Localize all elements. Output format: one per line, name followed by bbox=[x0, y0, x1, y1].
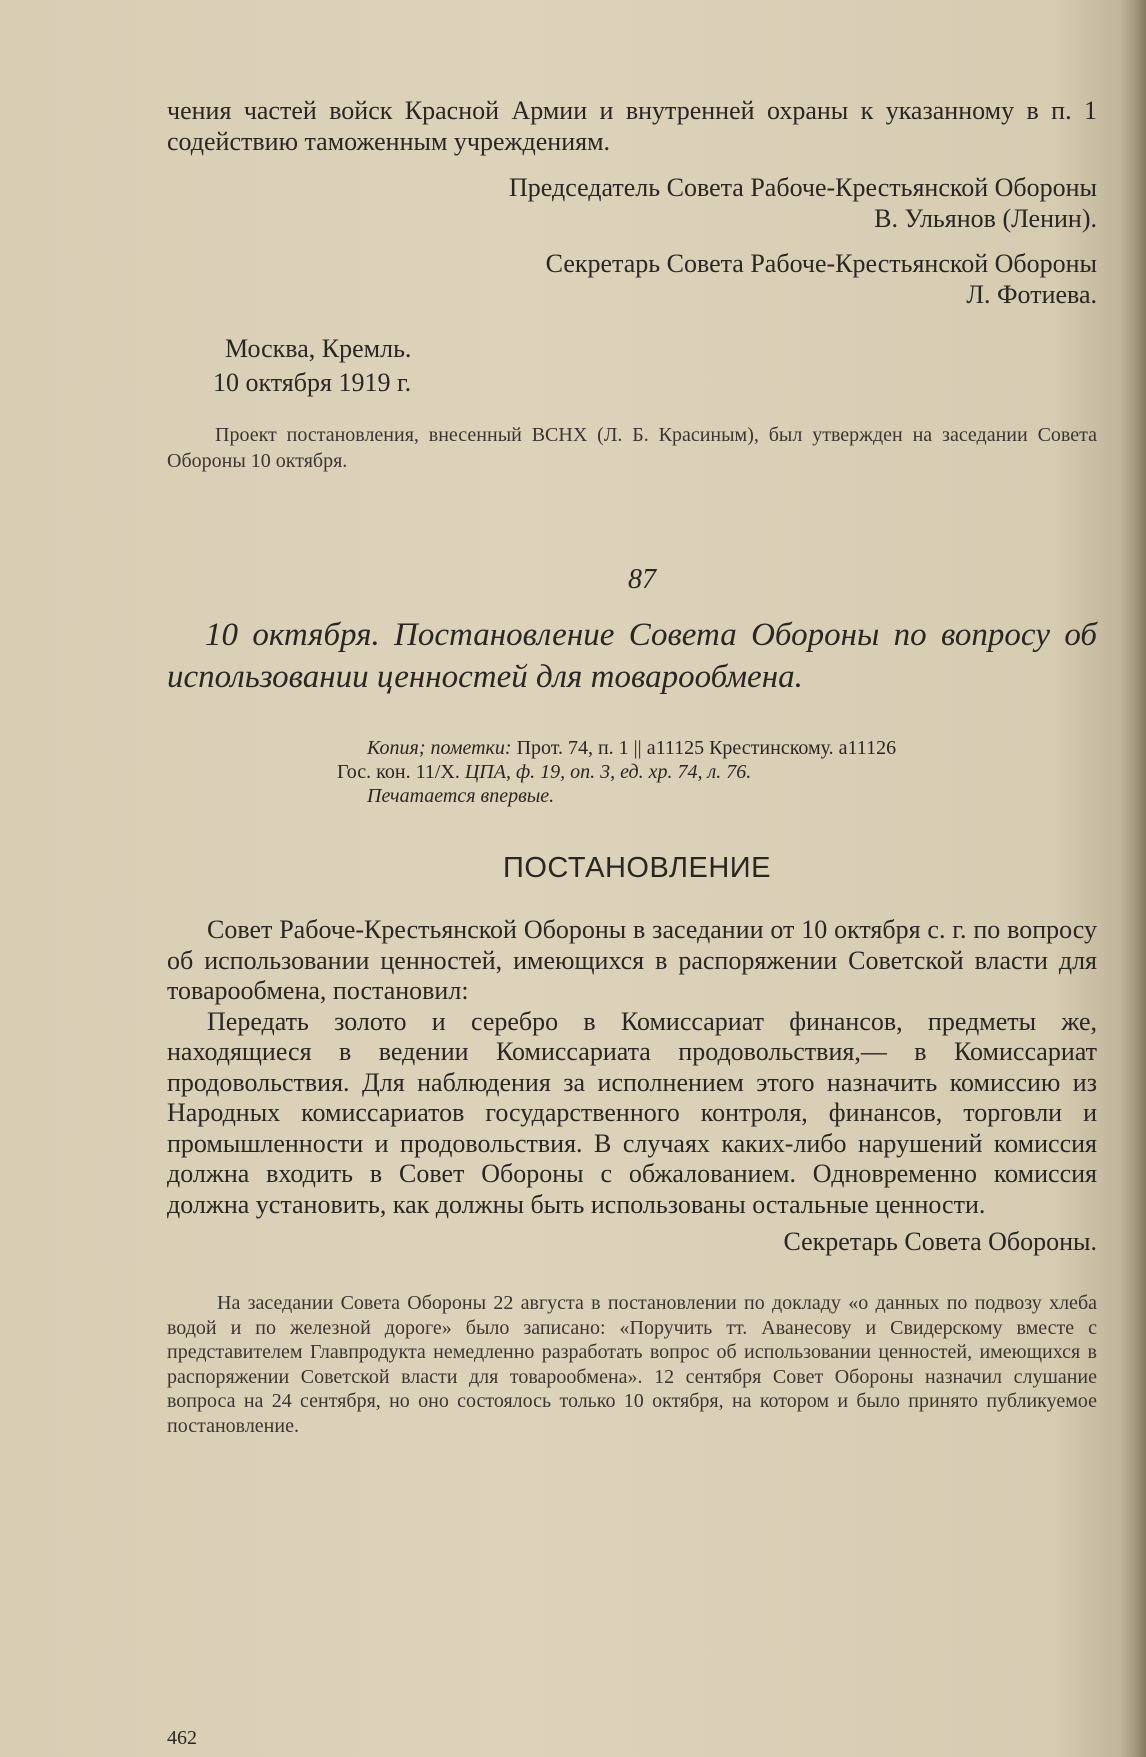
footnote: На заседании Совета Обороны 22 августа в постановлении по докладу «о данных по подвозу хлеба водой и по железной дороге» было записано: «Поручить тт. Аванесову и Свидерскому вместе с представителем Главпродукта немедленно разработать вопрос об использовании ценностей, имеющихся в распоряжении Советской власти для товарообмена». 12 сентября Совет Обороны назначил слушание вопроса на 24 сентября, но оно состоялось только 10 октября, на котором и было принято публикуемое постановление. bbox=[167, 1292, 1097, 1437]
source-reference bbox=[167, 736, 1097, 808]
continuation-paragraph: чения частей войск Красной Армии и внутренней охраны к указанному в п. 1 содействию таможенным учреждениям. bbox=[167, 96, 1097, 156]
document-number: 87 bbox=[628, 564, 656, 595]
chairman-name: В. Ульянов (Ленин). bbox=[874, 204, 1097, 233]
date: 10 октября 1919 г. bbox=[213, 368, 412, 397]
source-line-3: Печатается впервые. bbox=[367, 785, 555, 807]
source-line-2b: ЦПА, ф. 19, оп. 3, ед. хр. 74, л. 76. bbox=[464, 761, 752, 783]
page-number: 462 bbox=[167, 1727, 197, 1749]
source-label: Копия; пометки: bbox=[367, 737, 512, 759]
document-title: 10 октября. Постановление Совета Обороны по вопросу об использовании ценностей для товарообмена. bbox=[167, 617, 1097, 695]
chairman-title: Председатель Совета Рабоче-Крестьянской Обороны bbox=[509, 173, 1097, 202]
editorial-note: Проект постановления, внесенный ВСНХ (Л. Б. Красиным), был утвержден на заседании Совета Обороны 10 октября. bbox=[167, 424, 1097, 472]
resolution-paragraph-2: Передать золото и серебро в Комиссариат финансов, предметы же, находящиеся в ведении Комиссариата продовольствия,— в Комиссариат продовольствия. Для наблюдения за исполнением этого назначить комиссию из Народных комиссариатов государственного контроля, финансов, торговли и промышленности и продовольствия. В случаях каких-либо нарушений комиссия должна входить в Совет Обороны с обжалованием. Одновременно комиссия должна установить, как должны быть использованы остальные ценности. bbox=[167, 1006, 1097, 1219]
resolution-body bbox=[167, 915, 1097, 1220]
source-line-2a: Гос. кон. 11/X. bbox=[337, 761, 460, 783]
secretary-title: Секретарь Совета Рабоче-Крестьянской Обороны bbox=[545, 249, 1097, 278]
place-date-block bbox=[167, 332, 1097, 400]
resolution-paragraph-1: Совет Рабоче-Крестьянской Обороны в заседании от 10 октября с. г. по вопросу об использовании ценностей, имеющихся в распоряжении Советской власти для товарообмена, постановил: bbox=[167, 915, 1097, 1005]
source-line-1: Прот. 74, п. 1 || а11125 Крестинскому. а11126 bbox=[516, 737, 897, 759]
page-edge-shadow bbox=[1120, 0, 1146, 1757]
resolution-heading: ПОСТАНОВЛЕНИЕ bbox=[503, 852, 771, 884]
resolution-signature: Секретарь Совета Обороны. bbox=[783, 1227, 1097, 1256]
page-content bbox=[167, 95, 1097, 1438]
place: Москва, Кремль. bbox=[225, 334, 412, 363]
secretary-name: Л. Фотиева. bbox=[966, 280, 1097, 309]
